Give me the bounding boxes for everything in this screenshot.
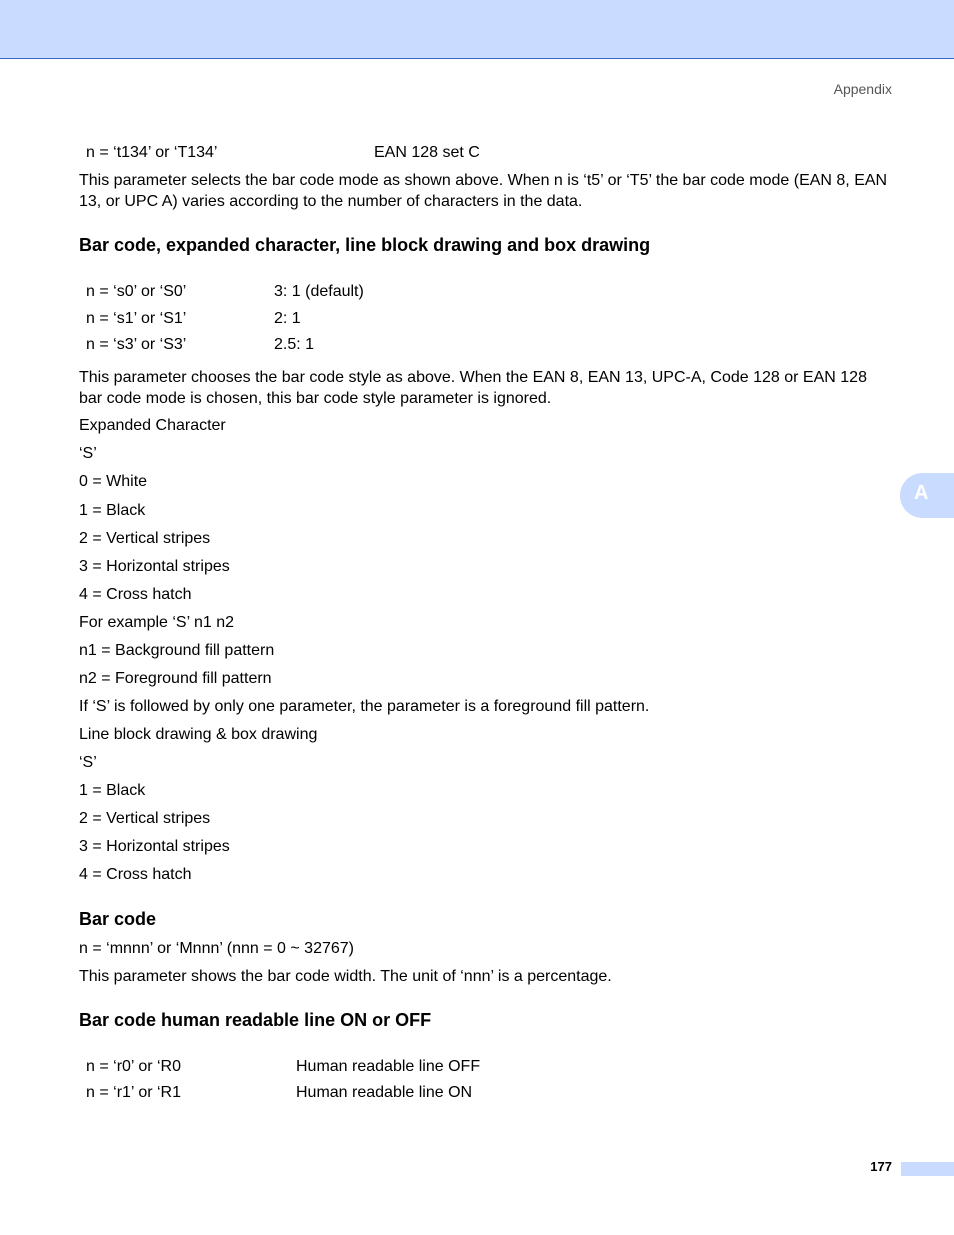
text-line: ‘S’ [79, 445, 97, 462]
table2-code: n = ‘s3’ or ‘S3’ [86, 336, 187, 353]
text-line: 2 = Vertical stripes [79, 810, 211, 827]
text-line: 1 = Black [79, 502, 146, 519]
paragraph-mode: This parameter selects the bar code mode as shown above. When n is ‘t5’ or ‘T5’ the bar code mode (EAN 8, EAN 13, or UPC A) varies according to the number of characters in the data. [79, 172, 888, 210]
table2-code: n = ‘s1’ or ‘S1’ [86, 310, 187, 327]
text-line: ‘S’ [79, 754, 97, 771]
page-number-bar [901, 1162, 954, 1176]
text-line: 2 = Vertical stripes [79, 530, 211, 547]
text-line: 0 = White [79, 473, 148, 490]
text-line: Line block drawing & box drawing [79, 726, 318, 743]
text-line: For example ‘S’ n1 n2 [79, 614, 235, 631]
text-line: 4 = Cross hatch [79, 586, 192, 603]
text-line: If ‘S’ is followed by only one parameter, the parameter is a foreground fill pattern. [79, 698, 650, 715]
heading-bar-code: Bar code [79, 909, 157, 929]
section-title: Appendix [833, 81, 892, 97]
header-band [0, 0, 954, 59]
table2-desc: 2.5: 1 [274, 336, 315, 353]
page-number: 177 [870, 1159, 892, 1174]
table3-desc: Human readable line ON [296, 1084, 473, 1101]
heading-bar-code-style: Bar code, expanded character, line block drawing and box drawing [79, 235, 651, 255]
table2-desc: 3: 1 (default) [274, 283, 364, 300]
table3-code: n = ‘r0’ or ‘R0 [86, 1058, 181, 1075]
table3-desc: Human readable line OFF [296, 1058, 481, 1075]
table1-desc: EAN 128 set C [374, 144, 480, 161]
side-tab-label: A [914, 482, 929, 504]
text-line: n2 = Foreground fill pattern [79, 670, 272, 687]
text-line: n = ‘mnnn’ or ‘Mnnn’ (nnn = 0 ~ 32767) [79, 940, 354, 957]
appendix-side-tab [900, 473, 954, 518]
paragraph-style: This parameter chooses the bar code style as above. When the EAN 8, EAN 13, UPC-A, Code 128 or EAN 128 bar code mode is chosen, this bar code style parameter is ignored. [79, 369, 867, 407]
text-line: This parameter shows the bar code width. The unit of ‘nnn’ is a percentage. [79, 968, 612, 985]
text-line: Expanded Character [79, 417, 226, 434]
table1-code: n = ‘t134’ or ‘T134’ [86, 144, 218, 161]
table2-desc: 2: 1 [274, 310, 301, 327]
text-line: n1 = Background fill pattern [79, 642, 275, 659]
text-line: 4 = Cross hatch [79, 866, 192, 883]
table2-code: n = ‘s0’ or ‘S0’ [86, 283, 187, 300]
table3-code: n = ‘r1’ or ‘R1 [86, 1084, 181, 1101]
text-line: 3 = Horizontal stripes [79, 558, 230, 575]
text-line: 3 = Horizontal stripes [79, 838, 230, 855]
text-line: 1 = Black [79, 782, 146, 799]
heading-human-readable: Bar code human readable line ON or OFF [79, 1010, 432, 1030]
